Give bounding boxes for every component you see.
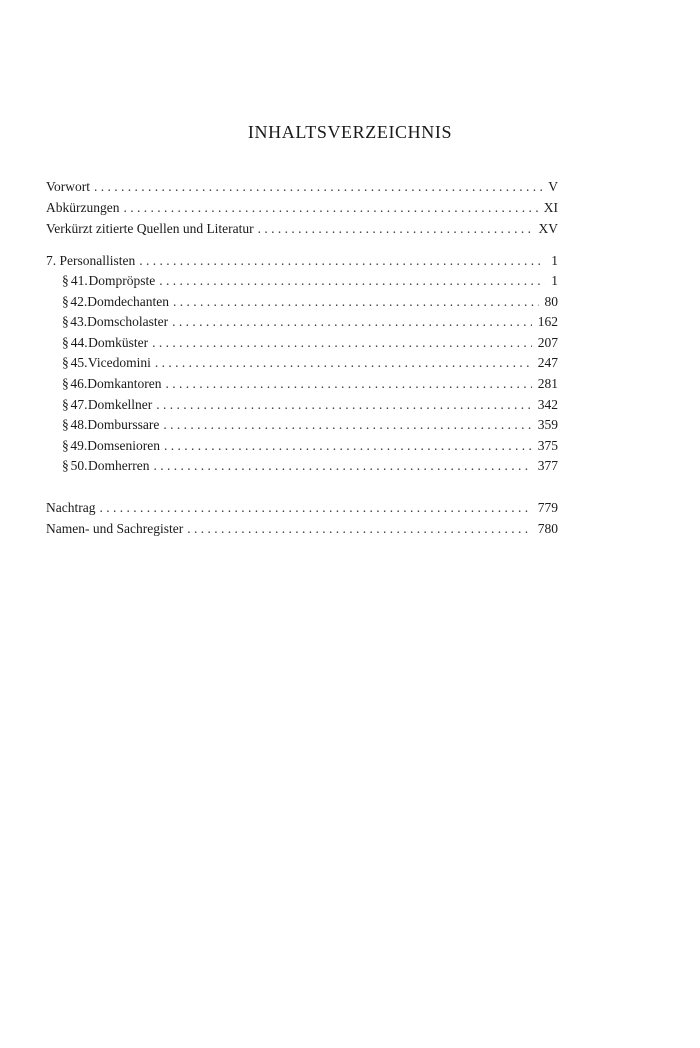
toc-entry-nachtrag[interactable]: [46, 497, 558, 518]
table-of-contents: [46, 176, 558, 539]
toc-section-41[interactable]: [46, 271, 558, 292]
toc-entry-page: 375: [537, 437, 558, 453]
section-number: 47.: [70, 396, 88, 412]
toc-entry-label: Dompröpste: [88, 273, 156, 288]
toc-entry-page: 780: [537, 520, 558, 536]
toc-entry-page: 342: [537, 396, 558, 412]
toc-section-42[interactable]: [46, 292, 558, 313]
toc-entry-label: Domdechanten: [87, 293, 169, 309]
section-number: 44.: [70, 334, 88, 350]
section-number: 45.: [70, 355, 88, 371]
toc-entry-label: Abkürzungen: [46, 200, 120, 215]
toc-section-46[interactable]: [46, 374, 558, 395]
toc-section-50[interactable]: [46, 456, 558, 477]
section-sign: §: [62, 273, 69, 288]
section-sign: §: [62, 417, 69, 433]
toc-entry-page: 359: [537, 417, 558, 433]
dot-leader: [164, 436, 532, 457]
section-number: 49.: [70, 437, 88, 453]
toc-entry-abkuerzungen[interactable]: [46, 197, 558, 218]
dot-leader: [154, 456, 532, 477]
section-number: 43.: [70, 314, 88, 330]
toc-entry-label: 7. Personallisten: [46, 253, 136, 268]
toc-entry-page: 281: [537, 375, 558, 391]
toc-entry-label: Domkantoren: [87, 375, 162, 391]
section-number: 46.: [70, 375, 88, 391]
dot-leader: [187, 518, 532, 539]
toc-entry-label: Domkellner: [87, 396, 153, 412]
toc-section-45[interactable]: [46, 353, 558, 374]
toc-entry-page: 377: [537, 458, 559, 474]
dot-leader: [94, 176, 542, 197]
section-sign: §: [62, 314, 69, 330]
dot-leader: [99, 497, 531, 518]
toc-entry-label: Vicedomini: [87, 355, 151, 371]
toc-entry-page: 162: [537, 314, 558, 330]
toc-entry-label: Verkürzt zitierte Quellen und Literatur: [46, 221, 254, 236]
toc-entry-page: 80: [544, 293, 558, 309]
section-number: 42.: [70, 293, 88, 309]
toc-entry-register[interactable]: [46, 518, 558, 539]
toc-section-47[interactable]: [46, 395, 558, 416]
section-sign: §: [62, 458, 69, 474]
toc-entry-label: Domküster: [88, 334, 149, 350]
toc-entry-label: Domscholaster: [87, 314, 169, 330]
toc-section-44[interactable]: [46, 333, 558, 354]
toc-section-43[interactable]: [46, 312, 558, 333]
section-sign: §: [62, 355, 69, 371]
toc-entry-page: XV: [538, 221, 558, 236]
toc-entry-vorwort[interactable]: [46, 176, 558, 197]
toc-chapter-personallisten[interactable]: [46, 250, 558, 271]
toc-entry-page: 1: [551, 273, 558, 288]
toc-entry-page: 779: [537, 499, 558, 515]
toc-entry-label: Domherren: [88, 458, 150, 474]
section-sign: §: [62, 437, 69, 453]
page-title: INHALTSVERZEICHNIS: [247, 122, 453, 142]
dot-leader: [172, 312, 532, 333]
toc-entry-quellen-literatur[interactable]: [46, 218, 558, 239]
dot-leader: [139, 250, 545, 271]
toc-entry-page: XI: [543, 200, 558, 215]
section-sign: §: [62, 375, 69, 391]
dot-leader: [152, 333, 532, 354]
toc-entry-page: 247: [537, 355, 559, 371]
section-number: 41.: [70, 273, 88, 288]
dot-leader: [166, 374, 532, 395]
toc-entry-label: Nachtrag: [46, 499, 96, 515]
toc-entry-page: 1: [551, 253, 558, 268]
dot-leader: [156, 395, 531, 416]
toc-section-49[interactable]: [46, 436, 558, 457]
dot-leader: [159, 271, 545, 292]
toc-entry-page: 207: [537, 334, 558, 350]
section-sign: §: [62, 334, 69, 350]
section-number: 50.: [70, 458, 88, 474]
toc-entry-label: Domsenioren: [87, 437, 161, 453]
toc-entry-label: Vorwort: [46, 179, 91, 194]
dot-leader: [155, 353, 532, 374]
dot-leader: [123, 197, 537, 218]
dot-leader: [163, 415, 531, 436]
section-sign: §: [62, 396, 69, 412]
section-sign: §: [62, 293, 69, 309]
toc-entry-label: Namen- und Sachregister: [46, 520, 184, 536]
section-number: 48.: [70, 417, 88, 433]
toc-entry-label: Domburssare: [87, 417, 160, 433]
toc-section-48[interactable]: [46, 415, 558, 436]
dot-leader: [173, 292, 539, 313]
dot-leader: [258, 218, 533, 239]
toc-entry-page: V: [548, 179, 558, 194]
